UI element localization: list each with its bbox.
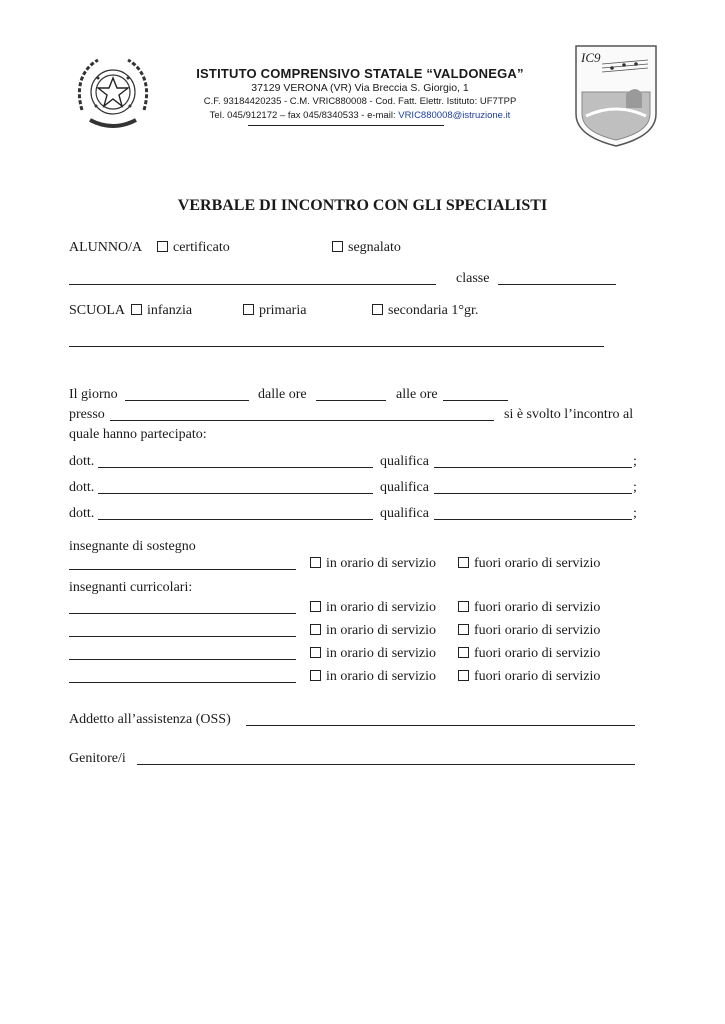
orario-in-label: in orario di servizio: [326, 646, 437, 661]
orario-fuori-option[interactable]: [458, 556, 600, 572]
giorno-label: Il giorno: [69, 387, 118, 402]
classe-label: classe: [456, 271, 490, 286]
segnalato-label: segnalato: [348, 240, 401, 255]
segnalato-checkbox[interactable]: [332, 241, 343, 252]
dott-name-field[interactable]: [98, 467, 373, 468]
orario-in-option[interactable]: [310, 646, 436, 662]
secondaria-label: secondaria 1°gr.: [388, 303, 479, 318]
orario-fuori-checkbox[interactable]: [458, 557, 469, 568]
infanzia-checkbox[interactable]: [131, 304, 142, 315]
genitori-field[interactable]: [137, 764, 635, 765]
orario-in-label: in orario di servizio: [326, 623, 437, 638]
giorno-field[interactable]: [125, 400, 249, 401]
curricolari-label: insegnanti curricolari:: [69, 580, 193, 595]
orario-fuori-checkbox[interactable]: [458, 624, 469, 635]
orario-fuori-label: fuori orario di servizio: [474, 623, 601, 638]
alle-field[interactable]: [443, 400, 508, 401]
primaria-label: primaria: [259, 303, 307, 318]
school-address: 37129 VERONA (VR) Via Breccia S. Giorgio, 1: [251, 82, 469, 94]
alunno-name-field[interactable]: [69, 284, 436, 285]
orario-fuori-label: fuori orario di servizio: [474, 600, 601, 615]
secondaria-option[interactable]: [372, 303, 478, 319]
qualifica-label: qualifica: [380, 480, 429, 495]
dott-name-field[interactable]: [98, 519, 373, 520]
qualifica-field[interactable]: [434, 493, 632, 494]
secondaria-checkbox[interactable]: [372, 304, 383, 315]
svolto-text: si è svolto l’incontro al: [504, 407, 634, 422]
curricolare-name-field[interactable]: [69, 659, 296, 660]
orario-in-checkbox[interactable]: [310, 647, 321, 658]
orario-fuori-label: fuori orario di servizio: [474, 556, 601, 571]
certificato-option[interactable]: [157, 240, 230, 256]
document-title: VERBALE DI INCONTRO CON GLI SPECIALISTI: [177, 197, 548, 214]
infanzia-label: infanzia: [147, 303, 193, 318]
qualifica-field[interactable]: [434, 467, 632, 468]
dott-label: dott.: [69, 480, 95, 495]
school-name: ISTITUTO COMPRENSIVO STATALE “VALDONEGA”: [196, 66, 524, 81]
dalle-field[interactable]: [316, 400, 386, 401]
ic9-logo-text: IC9: [581, 50, 601, 65]
qualifica-field[interactable]: [434, 519, 632, 520]
row-end: ;: [633, 454, 637, 469]
presso-label: presso: [69, 407, 105, 422]
orario-in-checkbox[interactable]: [310, 557, 321, 568]
orario-in-option[interactable]: [310, 600, 436, 616]
qualifica-label: qualifica: [380, 506, 429, 521]
dott-name-field[interactable]: [98, 493, 373, 494]
orario-in-checkbox[interactable]: [310, 670, 321, 681]
orario-in-option[interactable]: [310, 623, 436, 639]
italian-republic-emblem: [70, 50, 156, 136]
segnalato-option[interactable]: [332, 240, 401, 256]
email-link[interactable]: VRIC880008@istruzione.it: [398, 110, 511, 121]
orario-in-label: in orario di servizio: [326, 669, 437, 684]
alle-label: alle ore: [396, 387, 438, 402]
orario-fuori-label: fuori orario di servizio: [474, 669, 601, 684]
orario-in-option[interactable]: [310, 669, 436, 685]
row-end: ;: [633, 506, 637, 521]
primaria-option[interactable]: [243, 303, 306, 319]
school-contacts: [160, 110, 560, 121]
partecipato-text: quale hanno partecipato:: [69, 427, 207, 442]
alunno-label: ALUNNO/A: [69, 240, 143, 255]
dott-label: dott.: [69, 454, 95, 469]
orario-in-label: in orario di servizio: [326, 600, 437, 615]
orario-fuori-option[interactable]: [458, 646, 600, 662]
presso-field[interactable]: [110, 420, 494, 421]
curricolare-name-field[interactable]: [69, 682, 296, 683]
header-underline: [248, 125, 444, 126]
certificato-label: certificato: [173, 240, 230, 255]
oss-label: Addetto all’assistenza (OSS): [69, 712, 231, 727]
orario-fuori-option[interactable]: [458, 669, 600, 685]
ic9-logo: [572, 44, 660, 148]
dott-label: dott.: [69, 506, 95, 521]
infanzia-option[interactable]: [131, 303, 192, 319]
orario-fuori-checkbox[interactable]: [458, 601, 469, 612]
primaria-checkbox[interactable]: [243, 304, 254, 315]
orario-in-checkbox[interactable]: [310, 624, 321, 635]
qualifica-label: qualifica: [380, 454, 429, 469]
scuola-name-field[interactable]: [69, 346, 604, 347]
orario-fuori-option[interactable]: [458, 623, 600, 639]
sostegno-label: insegnante di sostegno: [69, 539, 196, 554]
contacts-text: Tel. 045/912172 – fax 045/8340533 - e-mail:: [209, 110, 399, 121]
curricolare-name-field[interactable]: [69, 636, 296, 637]
orario-in-option[interactable]: [310, 556, 436, 572]
genitori-label: Genitore/i: [69, 751, 126, 766]
orario-fuori-label: fuori orario di servizio: [474, 646, 601, 661]
orario-in-label: in orario di servizio: [326, 556, 437, 571]
school-codes: C.F. 93184420235 - C.M. VRIC880008 - Cod. Fatt. Elettr. Istituto: UF7TPP: [203, 96, 517, 107]
row-end: ;: [633, 480, 637, 495]
sostegno-name-field[interactable]: [69, 569, 296, 570]
orario-fuori-option[interactable]: [458, 600, 600, 616]
orario-fuori-checkbox[interactable]: [458, 647, 469, 658]
orario-fuori-checkbox[interactable]: [458, 670, 469, 681]
certificato-checkbox[interactable]: [157, 241, 168, 252]
classe-field[interactable]: [498, 284, 616, 285]
scuola-label: SCUOLA: [69, 303, 126, 318]
oss-field[interactable]: [246, 725, 635, 726]
orario-in-checkbox[interactable]: [310, 601, 321, 612]
curricolare-name-field[interactable]: [69, 613, 296, 614]
dalle-label: dalle ore: [258, 387, 307, 402]
